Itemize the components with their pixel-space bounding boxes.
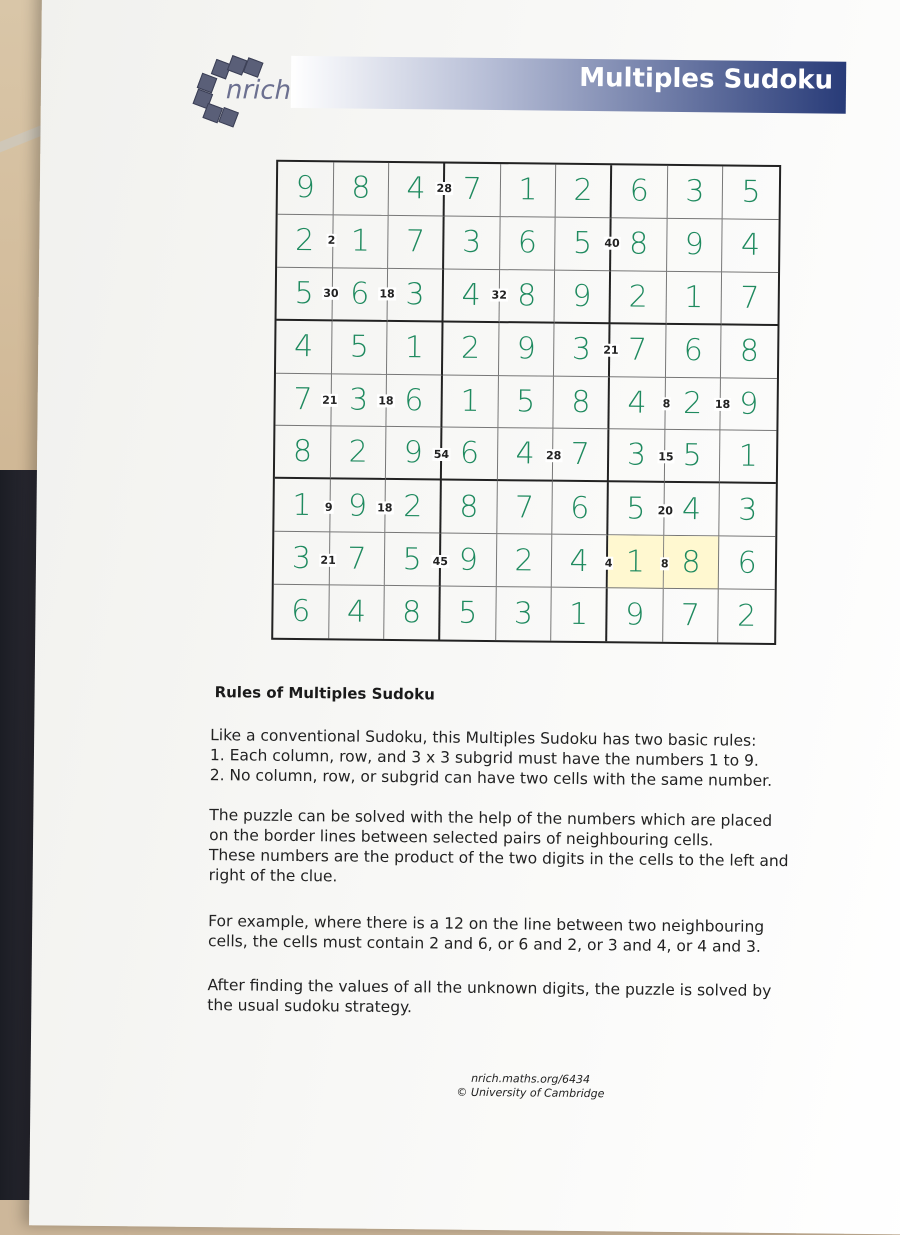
sudoku-cell[interactable]: 8 bbox=[611, 218, 667, 271]
clue-product: 15 bbox=[658, 450, 674, 464]
clue-product: 8 bbox=[662, 397, 671, 411]
sudoku-cell[interactable]: 7 bbox=[329, 533, 385, 586]
clue-product: 4 bbox=[604, 556, 613, 570]
sudoku-cell[interactable]: 1 bbox=[274, 479, 330, 532]
para4-line2: the usual sudoku strategy. bbox=[207, 996, 413, 1017]
sudoku-cell[interactable]: 1 bbox=[720, 431, 776, 484]
clue-product: 40 bbox=[604, 236, 620, 250]
rules-paragraph-2 bbox=[209, 805, 850, 892]
clue-product: 20 bbox=[657, 503, 674, 518]
sudoku-cell[interactable]: 6 bbox=[442, 428, 498, 481]
sudoku-cell[interactable]: 2 bbox=[611, 271, 667, 324]
rules-heading: Rules of Multiples Sudoku bbox=[214, 683, 435, 704]
sudoku-cell[interactable]: 9 bbox=[667, 219, 723, 272]
sudoku-cell[interactable]: 6 bbox=[612, 165, 668, 218]
sudoku-cell[interactable]: 3 bbox=[388, 269, 444, 322]
sudoku-cell[interactable]: 4 bbox=[276, 320, 332, 373]
sudoku-cell[interactable]: 1 bbox=[552, 588, 608, 641]
rule-2: 2. No column, row, or subgrid can have two cells with the same number. bbox=[209, 766, 773, 790]
sudoku-cell[interactable]: 2 bbox=[443, 322, 499, 375]
sudoku-cell[interactable]: 8 bbox=[441, 481, 497, 534]
sudoku-cell[interactable]: 4 bbox=[722, 219, 778, 272]
sudoku-cell[interactable]: 6 bbox=[500, 217, 556, 270]
sudoku-cell[interactable]: 4 bbox=[552, 535, 608, 588]
footer-url: nrich.maths.org/6434 bbox=[471, 1071, 591, 1087]
clue-product: 21 bbox=[322, 393, 338, 407]
sudoku-cell[interactable]: 4 bbox=[664, 483, 720, 536]
sudoku-cell[interactable]: 9 bbox=[330, 480, 386, 533]
sudoku-cell[interactable]: 1 bbox=[333, 215, 389, 268]
sudoku-cell[interactable]: 9 bbox=[721, 378, 777, 431]
sudoku-cell[interactable]: 1 bbox=[387, 322, 443, 375]
sudoku-cell[interactable]: 8 bbox=[333, 162, 389, 215]
rules-paragraph-1 bbox=[210, 725, 851, 792]
sudoku-cell[interactable]: 5 bbox=[608, 483, 664, 536]
sudoku-cell[interactable]: 4 bbox=[609, 377, 665, 430]
sudoku-cell[interactable]: 5 bbox=[332, 321, 388, 374]
page-title: Multiples Sudoku bbox=[579, 62, 834, 96]
sudoku-cell[interactable]: 7 bbox=[275, 373, 331, 426]
sudoku-cell[interactable]: 5 bbox=[385, 533, 441, 586]
sudoku-cell[interactable]: 8 bbox=[499, 270, 555, 323]
sudoku-cell[interactable]: 7 bbox=[610, 324, 666, 377]
sudoku-cell[interactable]: 1 bbox=[666, 272, 722, 325]
sudoku-cell[interactable]: 6 bbox=[273, 585, 329, 638]
sudoku-cell[interactable]: 8 bbox=[554, 376, 610, 429]
sudoku-cell[interactable]: 7 bbox=[663, 589, 719, 642]
sudoku-cell[interactable]: 2 bbox=[386, 480, 442, 533]
sudoku-cell[interactable]: 5 bbox=[555, 218, 611, 271]
sudoku-cell[interactable]: 3 bbox=[444, 216, 500, 269]
sudoku-cell[interactable]: 3 bbox=[667, 166, 723, 219]
sudoku-cell[interactable]: 8 bbox=[385, 586, 441, 639]
para2-line3: These numbers are the product of the two digits in the cells to the left and bbox=[208, 846, 789, 871]
sudoku-cell[interactable]: 4 bbox=[444, 269, 500, 322]
sudoku-cell[interactable]: 2 bbox=[331, 427, 387, 480]
clue-product: 21 bbox=[603, 343, 619, 357]
sudoku-cell[interactable]: 6 bbox=[332, 268, 388, 321]
sudoku-cell[interactable]: 6 bbox=[719, 537, 775, 590]
clue-product: 32 bbox=[491, 288, 507, 303]
sudoku-cell[interactable]: 7 bbox=[497, 481, 553, 534]
rule-1: 1. Each column, row, and 3 x 3 subgrid must have the numbers 1 to 9. bbox=[209, 746, 759, 770]
para4-line1: After finding the values of all the unknown digits, the puzzle is solved by bbox=[207, 976, 772, 1000]
para2-line2: on the border lines between selected pairs of neighbouring cells. bbox=[209, 826, 714, 850]
sudoku-cell[interactable]: 3 bbox=[720, 484, 776, 537]
sudoku-cell[interactable]: 2 bbox=[736, 598, 757, 634]
clue-product: 21 bbox=[320, 553, 336, 567]
clue-product: 18 bbox=[379, 287, 395, 301]
sudoku-cell[interactable]: 7 bbox=[388, 216, 444, 269]
clue-product: 9 bbox=[324, 500, 333, 514]
sudoku-cell[interactable]: 1 bbox=[500, 164, 556, 217]
sudoku-cell[interactable]: 7 bbox=[553, 429, 609, 482]
sudoku-cell[interactable]: 9 bbox=[441, 534, 497, 587]
para3-line1: For example, where there is a 12 on the line between two neighbouring bbox=[208, 912, 765, 936]
clue-product: 18 bbox=[378, 394, 394, 408]
sudoku-cell[interactable]: 9 bbox=[278, 162, 334, 215]
sudoku-cell[interactable]: 2 bbox=[556, 165, 612, 218]
sudoku-cell[interactable]: 5 bbox=[665, 430, 721, 483]
para3-line2: cells, the cells must contain 2 and 6, or 6 and 2, or 3 and 4, or 4 and 3. bbox=[207, 932, 761, 956]
sudoku-cell[interactable]: 2 bbox=[277, 215, 333, 268]
rules-intro: Like a conventional Sudoku, this Multiples Sudoku has two basic rules: bbox=[210, 726, 757, 750]
sudoku-cell[interactable]: 3 bbox=[331, 374, 387, 427]
clue-product: 28 bbox=[545, 449, 562, 463]
clue-product: 18 bbox=[714, 397, 731, 412]
clue-product: 54 bbox=[433, 448, 450, 462]
sudoku-cell[interactable]: 7 bbox=[445, 164, 501, 217]
sudoku-cell[interactable]: 4 bbox=[329, 585, 385, 638]
sudoku-cell[interactable]: 1 bbox=[442, 375, 498, 428]
logo-text: nrich bbox=[225, 75, 292, 106]
clue-product: 30 bbox=[323, 287, 339, 301]
sudoku-cell[interactable]: 5 bbox=[723, 166, 779, 219]
sudoku-cell[interactable]: 9 bbox=[607, 588, 663, 641]
clue-product: 2 bbox=[327, 233, 336, 247]
sudoku-cell[interactable]: 3 bbox=[496, 587, 552, 640]
sudoku-cell[interactable]: 8 bbox=[663, 536, 719, 589]
rules-paragraph-4 bbox=[207, 975, 847, 1022]
sudoku-cell[interactable]: 5 bbox=[440, 587, 496, 640]
sudoku-cell[interactable]: 9 bbox=[499, 323, 555, 376]
sudoku-cell[interactable]: 5 bbox=[498, 376, 554, 429]
sudoku-cell[interactable]: 2 bbox=[665, 377, 721, 430]
sudoku-cell[interactable]: 6 bbox=[387, 374, 443, 427]
sudoku-cell[interactable]: 4 bbox=[389, 163, 445, 216]
sudoku-cell[interactable]: 9 bbox=[386, 427, 442, 480]
sudoku-cell[interactable]: 5 bbox=[277, 268, 333, 321]
sudoku-cell[interactable]: 6 bbox=[553, 482, 609, 535]
sudoku-grid bbox=[271, 160, 781, 645]
sudoku-cell[interactable]: 3 bbox=[274, 532, 330, 585]
para2-line4: right of the clue. bbox=[208, 866, 338, 886]
sudoku-cell[interactable]: 7 bbox=[722, 272, 778, 325]
sudoku-cell[interactable]: 1 bbox=[608, 535, 664, 588]
sudoku-cell[interactable]: 8 bbox=[275, 426, 331, 479]
rules-paragraph-3 bbox=[208, 911, 848, 958]
sudoku-cell[interactable]: 9 bbox=[555, 270, 611, 323]
sudoku-cell[interactable]: 8 bbox=[721, 325, 777, 378]
sudoku-cell[interactable]: 3 bbox=[554, 323, 610, 376]
sudoku-cell[interactable]: 2 bbox=[496, 534, 552, 587]
footer bbox=[430, 1071, 630, 1101]
para2-line1: The puzzle can be solved with the help of the numbers which are placed bbox=[209, 806, 773, 830]
clue-product: 28 bbox=[436, 181, 452, 195]
footer-copyright: © University of Cambridge bbox=[456, 1085, 605, 1101]
clue-product: 45 bbox=[432, 554, 449, 569]
sudoku-cell[interactable]: 3 bbox=[609, 430, 665, 483]
sudoku-cell[interactable]: 6 bbox=[666, 324, 722, 377]
clue-product: 18 bbox=[377, 500, 393, 515]
worksheet-page bbox=[29, 0, 900, 1235]
sudoku-cell[interactable]: 4 bbox=[498, 429, 554, 482]
clue-product: 8 bbox=[660, 557, 669, 571]
